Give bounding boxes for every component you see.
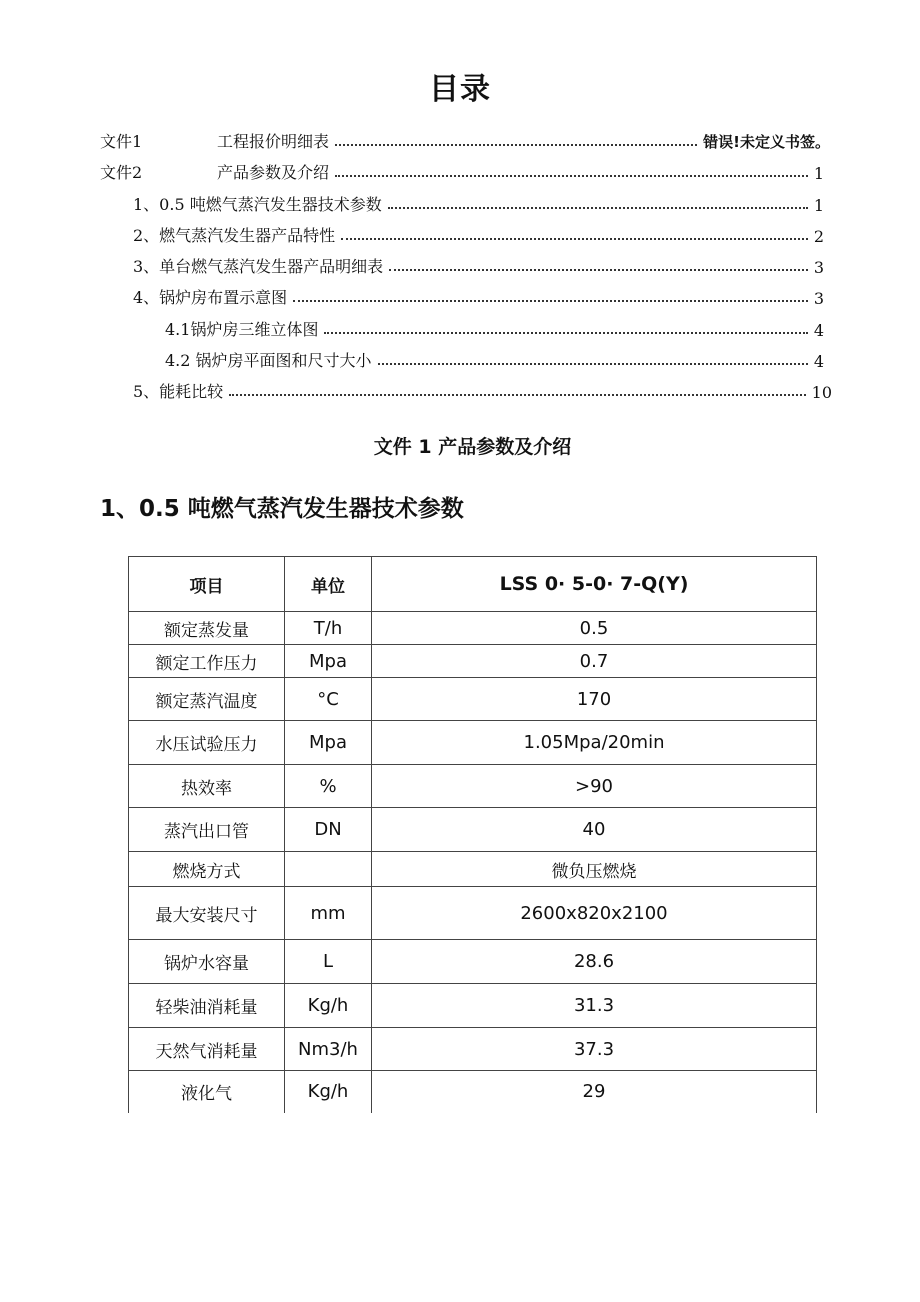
header-item: 项目	[129, 557, 285, 612]
toc-entry-text: 工程报价明细表	[217, 132, 330, 151]
toc-entry-text: 2、燃气蒸汽发生器产品特性	[133, 226, 336, 245]
toc-leader-dots	[389, 259, 808, 271]
param-name: 蒸汽出口管	[129, 808, 285, 852]
page-title: 目录	[429, 72, 491, 107]
param-name: 热效率	[129, 765, 285, 808]
toc-entry-text: 3、单台燃气蒸汽发生器产品明细表	[133, 257, 384, 276]
toc-leader-dots	[388, 197, 808, 209]
header-model: LSS 0· 5-0· 7-Q(Y)	[372, 557, 817, 612]
toc-leader-dots	[293, 290, 808, 302]
param-value: >90	[372, 765, 817, 808]
param-unit: Mpa	[285, 721, 372, 765]
header-unit: 单位	[285, 557, 372, 612]
table-row	[129, 984, 817, 1028]
param-name: 额定工作压力	[129, 645, 285, 678]
toc-leader-dots	[378, 353, 808, 365]
toc-entry-file1[interactable]	[100, 128, 830, 152]
table-row	[129, 1028, 817, 1071]
table-row	[129, 852, 817, 887]
table-row	[129, 721, 817, 765]
param-value: 28.6	[372, 940, 817, 984]
toc-entry-text: 4.1锅炉房三维立体图	[165, 320, 319, 339]
toc-leader-dots	[324, 322, 807, 334]
table-row	[129, 678, 817, 721]
table-row	[129, 887, 817, 940]
param-value: 40	[372, 808, 817, 852]
table-row	[129, 1071, 817, 1113]
param-unit: Kg/h	[285, 1071, 372, 1113]
toc-entry-2[interactable]	[133, 222, 824, 246]
spec-table	[128, 556, 817, 1113]
toc-entry-3[interactable]	[133, 253, 824, 277]
param-unit: °C	[285, 678, 372, 721]
param-unit: mm	[285, 887, 372, 940]
param-value: 37.3	[372, 1028, 817, 1071]
toc-entry-1[interactable]	[133, 191, 824, 215]
table-row	[129, 612, 817, 645]
param-unit: Kg/h	[285, 984, 372, 1028]
param-unit: Mpa	[285, 645, 372, 678]
param-value: 2600x820x2100	[372, 887, 817, 940]
toc-leader-dots	[341, 228, 808, 240]
param-value: 31.3	[372, 984, 817, 1028]
toc-leader-dots	[229, 384, 805, 396]
table-row	[129, 808, 817, 852]
param-name: 最大安装尺寸	[129, 887, 285, 940]
toc-entry-4-1[interactable]	[165, 316, 824, 340]
toc-entry-file2[interactable]	[100, 159, 824, 183]
param-name: 燃烧方式	[129, 852, 285, 887]
toc-entry-text: 产品参数及介绍	[217, 163, 330, 182]
param-value: 微负压燃烧	[372, 852, 817, 887]
heading-tech-params: 1、0.5 吨燃气蒸汽发生器技术参数	[100, 496, 464, 522]
toc-page-number: 4	[813, 352, 824, 371]
param-value: 170	[372, 678, 817, 721]
toc-page-number: 2	[813, 227, 824, 246]
param-unit: %	[285, 765, 372, 808]
param-value: 0.5	[372, 612, 817, 645]
toc-entry-text: 1、0.5 吨燃气蒸汽发生器技术参数	[133, 195, 382, 214]
toc-page-number: 10	[811, 383, 832, 402]
param-name: 水压试验压力	[129, 721, 285, 765]
toc-leader-dots	[335, 165, 808, 177]
toc-page-number: 4	[813, 321, 824, 340]
param-value: 1.05Mpa/20min	[372, 721, 817, 765]
table-row	[129, 765, 817, 808]
toc-entry-5[interactable]	[133, 378, 832, 402]
toc-error-text: 错误!未定义书签。	[703, 133, 830, 151]
toc-file-label: 文件2	[100, 163, 143, 182]
param-name: 额定蒸发量	[129, 612, 285, 645]
toc-page-number: 1	[813, 164, 824, 183]
table-row	[129, 940, 817, 984]
table-header-row	[129, 557, 817, 612]
toc-file-label: 文件1	[100, 132, 143, 151]
toc-entry-text: 5、能耗比较	[133, 382, 224, 401]
toc-entry-text: 4.2 锅炉房平面图和尺寸大小	[165, 351, 372, 370]
param-name: 锅炉水容量	[129, 940, 285, 984]
param-unit: T/h	[285, 612, 372, 645]
param-unit: L	[285, 940, 372, 984]
param-unit	[285, 852, 372, 887]
param-unit: DN	[285, 808, 372, 852]
toc-page-number: 3	[813, 258, 824, 277]
param-name: 额定蒸汽温度	[129, 678, 285, 721]
toc-entry-text: 4、锅炉房布置示意图	[133, 288, 288, 307]
toc-entry-4[interactable]	[133, 284, 824, 308]
param-value: 29	[372, 1071, 817, 1113]
param-value: 0.7	[372, 645, 817, 678]
section-title: 文件 1 产品参数及介绍	[373, 436, 572, 458]
toc-leader-dots	[335, 134, 697, 146]
param-name: 液化气	[129, 1071, 285, 1113]
param-unit: Nm3/h	[285, 1028, 372, 1071]
toc-entry-4-2[interactable]	[165, 347, 824, 371]
param-name: 轻柴油消耗量	[129, 984, 285, 1028]
toc-page-number: 3	[813, 289, 824, 308]
toc-page-number: 1	[813, 196, 824, 215]
table-row	[129, 645, 817, 678]
param-name: 天然气消耗量	[129, 1028, 285, 1071]
